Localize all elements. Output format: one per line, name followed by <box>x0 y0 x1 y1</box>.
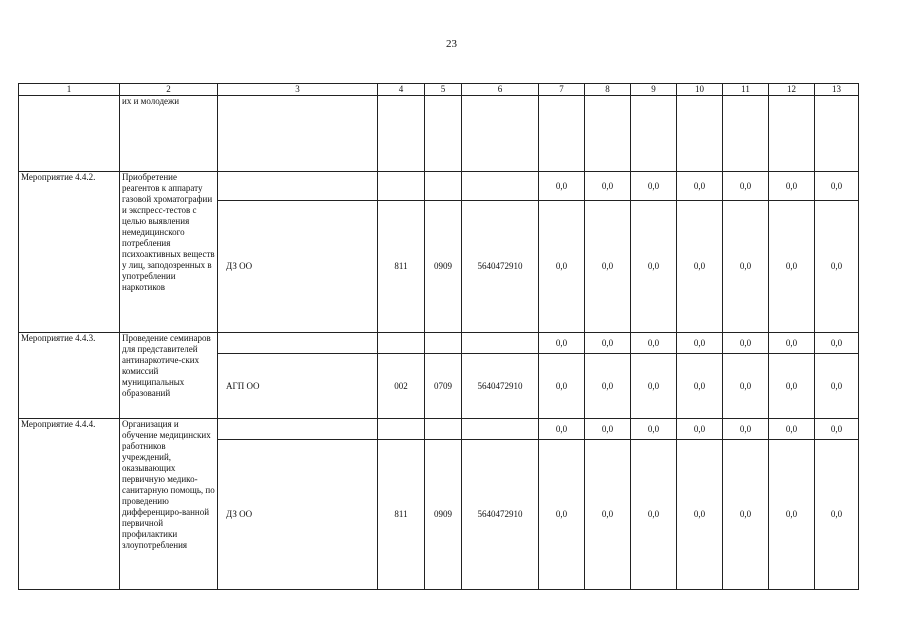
value-cell: 0,0 <box>585 440 631 590</box>
value-cell: 0,0 <box>539 419 585 440</box>
column-number: 3 <box>218 84 378 96</box>
value-cell: 0,0 <box>769 419 815 440</box>
csr-cell: 5640472910 <box>462 354 539 419</box>
value-cell: 0,0 <box>539 440 585 590</box>
value-cell: 0,0 <box>769 440 815 590</box>
value-cell <box>769 96 815 172</box>
value-cell: 0,0 <box>585 333 631 354</box>
value-cell: 0,0 <box>769 333 815 354</box>
value-cell: 0,0 <box>815 201 859 333</box>
grbs-cell <box>378 172 425 201</box>
column-number: 6 <box>462 84 539 96</box>
table-row <box>19 172 859 201</box>
rzpr-cell <box>425 419 462 440</box>
value-cell: 0,0 <box>539 354 585 419</box>
measure-label-cell: Мероприятие 4.4.2. <box>19 172 120 333</box>
rzpr-cell: 0709 <box>425 354 462 419</box>
csr-cell <box>462 96 539 172</box>
csr-cell: 5640472910 <box>462 201 539 333</box>
table-row <box>19 333 859 354</box>
value-cell <box>815 96 859 172</box>
value-cell: 0,0 <box>677 172 723 201</box>
budget-table <box>18 83 859 590</box>
executor-cell <box>218 333 378 354</box>
column-number: 5 <box>425 84 462 96</box>
value-cell: 0,0 <box>539 172 585 201</box>
value-cell: 0,0 <box>723 419 769 440</box>
column-number: 2 <box>120 84 218 96</box>
column-number: 7 <box>539 84 585 96</box>
column-number: 4 <box>378 84 425 96</box>
value-cell: 0,0 <box>815 354 859 419</box>
value-cell: 0,0 <box>631 172 677 201</box>
measure-label-cell: Мероприятие 4.4.4. <box>19 419 120 590</box>
value-cell: 0,0 <box>539 333 585 354</box>
value-cell: 0,0 <box>723 172 769 201</box>
value-cell: 0,0 <box>815 419 859 440</box>
csr-cell <box>462 172 539 201</box>
measure-name-cell: Организация и обучение медицинских работников учреждений, оказывающих первичную медико-санитарную помощь, по проведению дифференциро-ванной первичной профилактики злоупотребления <box>120 419 218 590</box>
column-number: 13 <box>815 84 859 96</box>
value-cell: 0,0 <box>677 354 723 419</box>
value-cell <box>723 96 769 172</box>
value-cell: 0,0 <box>815 440 859 590</box>
executor-cell <box>218 419 378 440</box>
value-cell: 0,0 <box>769 354 815 419</box>
value-cell: 0,0 <box>585 419 631 440</box>
executor-cell: АГП ОО <box>218 354 378 419</box>
column-number: 1 <box>19 84 120 96</box>
value-cell: 0,0 <box>769 201 815 333</box>
value-cell: 0,0 <box>631 419 677 440</box>
value-cell: 0,0 <box>677 201 723 333</box>
grbs-cell <box>378 419 425 440</box>
rzpr-cell <box>425 172 462 201</box>
measure-label-cell: Мероприятие 4.4.3. <box>19 333 120 419</box>
measure-name-cell: их и молодежи <box>120 96 218 172</box>
table-row <box>19 419 859 440</box>
value-cell: 0,0 <box>631 440 677 590</box>
value-cell <box>677 96 723 172</box>
column-number: 9 <box>631 84 677 96</box>
column-number: 11 <box>723 84 769 96</box>
grbs-cell: 811 <box>378 201 425 333</box>
csr-cell <box>462 333 539 354</box>
value-cell: 0,0 <box>723 354 769 419</box>
value-cell <box>539 96 585 172</box>
column-number: 8 <box>585 84 631 96</box>
value-cell: 0,0 <box>631 333 677 354</box>
value-cell: 0,0 <box>585 354 631 419</box>
grbs-cell <box>378 96 425 172</box>
value-cell <box>585 96 631 172</box>
value-cell: 0,0 <box>631 201 677 333</box>
value-cell: 0,0 <box>539 201 585 333</box>
value-cell: 0,0 <box>815 172 859 201</box>
value-cell: 0,0 <box>585 172 631 201</box>
measure-label-cell <box>19 96 120 172</box>
grbs-cell: 811 <box>378 440 425 590</box>
executor-cell: ДЗ ОО <box>218 201 378 333</box>
value-cell: 0,0 <box>585 201 631 333</box>
value-cell: 0,0 <box>677 419 723 440</box>
column-number: 12 <box>769 84 815 96</box>
rzpr-cell: 0909 <box>425 440 462 590</box>
value-cell: 0,0 <box>815 333 859 354</box>
value-cell: 0,0 <box>631 354 677 419</box>
value-cell: 0,0 <box>723 440 769 590</box>
page-number: 23 <box>446 38 457 50</box>
value-cell: 0,0 <box>677 333 723 354</box>
rzpr-cell <box>425 96 462 172</box>
value-cell: 0,0 <box>769 172 815 201</box>
csr-cell <box>462 419 539 440</box>
table-header-row <box>19 84 859 96</box>
value-cell <box>631 96 677 172</box>
csr-cell: 5640472910 <box>462 440 539 590</box>
value-cell: 0,0 <box>677 440 723 590</box>
executor-cell: ДЗ ОО <box>218 440 378 590</box>
executor-cell <box>218 96 378 172</box>
table-row <box>19 96 859 172</box>
measure-name-cell: Приобретение реагентов к аппарату газовой хроматографии и экспресс-тестов с целью выявления немедицинского потребления психоактивных веществ у лиц, заподозренных в употреблении наркотиков <box>120 172 218 333</box>
grbs-cell: 002 <box>378 354 425 419</box>
value-cell: 0,0 <box>723 201 769 333</box>
executor-cell <box>218 172 378 201</box>
column-number: 10 <box>677 84 723 96</box>
grbs-cell <box>378 333 425 354</box>
rzpr-cell: 0909 <box>425 201 462 333</box>
measure-name-cell: Проведение семинаров для представителей антинаркотиче-ских комиссий муниципальных образований <box>120 333 218 419</box>
value-cell: 0,0 <box>723 333 769 354</box>
rzpr-cell <box>425 333 462 354</box>
